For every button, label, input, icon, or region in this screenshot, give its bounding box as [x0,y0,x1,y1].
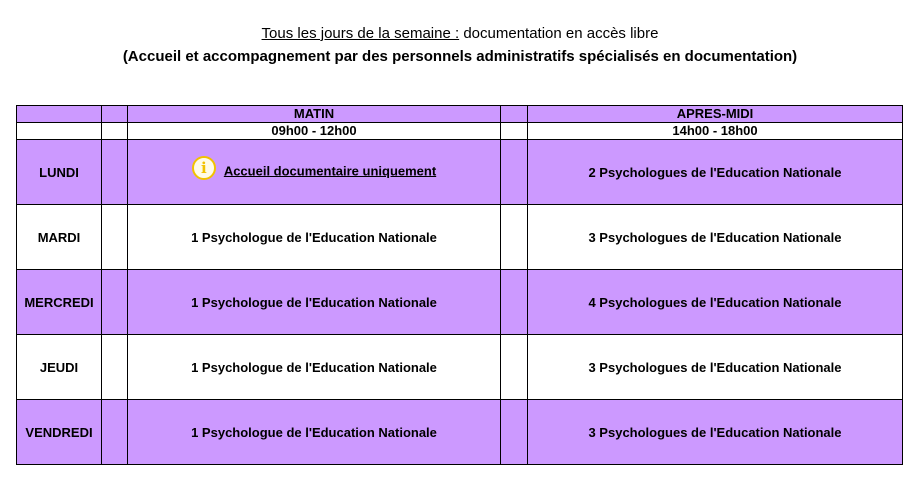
apres-midi-cell: 4 Psychologues de l'Education Nationale [528,270,903,335]
matin-cell: 1 Psychologue de l'Education Nationale [128,400,501,465]
matin-cell: 1 Psychologue de l'Education Nationale [128,205,501,270]
column-header-matin: MATIN [128,106,501,123]
spacer-cell [102,400,128,465]
table-row [17,205,903,270]
header-empty-cell [17,106,102,123]
table-row [17,335,903,400]
spacer-cell [501,400,528,465]
hours-spacer-cell [102,123,128,140]
day-label: MARDI [17,205,102,270]
table-row [17,270,903,335]
day-label: LUNDI [17,140,102,205]
header-line-1 [0,23,920,44]
matin-cell: 1 Psychologue de l'Education Nationale [128,270,501,335]
spacer-cell [102,205,128,270]
apres-midi-cell: 3 Psychologues de l'Education Nationale [528,335,903,400]
day-label: VENDREDI [17,400,102,465]
spacer-cell [501,335,528,400]
hours-spacer-cell [501,123,528,140]
page-header [0,23,920,67]
apres-midi-cell: 3 Psychologues de l'Education Nationale [528,400,903,465]
apres-midi-cell: 3 Psychologues de l'Education Nationale [528,205,903,270]
matin-hours: 09h00 - 12h00 [128,123,501,140]
accueil-documentaire-text: Accueil documentaire uniquement [223,163,437,179]
day-label: JEUDI [17,335,102,400]
apres-midi-hours: 14h00 - 18h00 [528,123,903,140]
spacer-cell [501,140,528,205]
table-row [17,400,903,465]
column-header-apres-midi: APRES-MIDI [528,106,903,123]
schedule-table [16,105,903,465]
hours-empty-cell [17,123,102,140]
day-label: MERCREDI [17,270,102,335]
header-access-text: documentation en accès libre [459,25,659,42]
table-header-row [17,106,903,123]
spacer-cell [102,270,128,335]
spacer-cell [102,335,128,400]
apres-midi-cell: 2 Psychologues de l'Education Nationale [528,140,903,205]
matin-cell: 1 Psychologue de l'Education Nationale [128,335,501,400]
spacer-cell [501,270,528,335]
table-hours-row [17,123,903,140]
header-line-2: (Accueil et accompagnement par des personnels administratifs spécialisés en documentation) [122,48,798,65]
header-days-label: Tous les jours de la semaine : [261,25,460,42]
info-icon: i [192,156,216,180]
header-spacer-cell [501,106,528,123]
header-spacer-cell [102,106,128,123]
table-row [17,140,903,205]
spacer-cell [102,140,128,205]
matin-cell [128,140,501,205]
spacer-cell [501,205,528,270]
